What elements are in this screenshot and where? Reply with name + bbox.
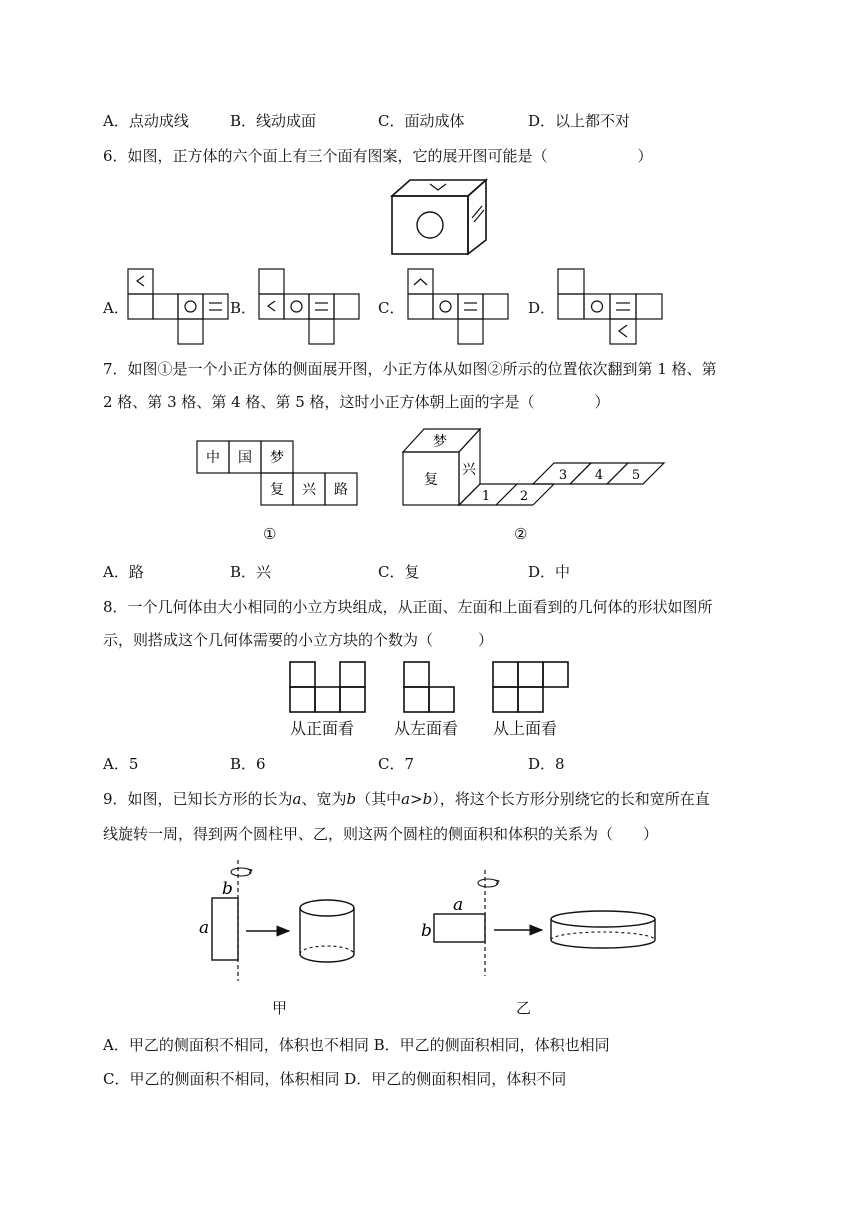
q7-stem-line1: 7．如图①是一个小正方体的侧面展开图，小正方体从如图②所示的位置依次翻到第 1 格、第 <box>103 360 717 378</box>
q7-stem-line2: 2 格、第 3 格、第 4 格、第 5 格，这时小正方体朝上面的字是（ ） <box>103 393 610 411</box>
q6-label-a: A． <box>103 299 129 317</box>
track-cell-number: 2 <box>519 489 529 504</box>
q9-var-b: b <box>346 790 357 808</box>
label-a: a <box>199 918 210 938</box>
q6-net-d <box>557 268 687 348</box>
q7-figure2-caption: ② <box>514 525 528 543</box>
track-cell-number: 4 <box>594 468 604 483</box>
q5-option-d: D．以上都不对 <box>528 112 631 130</box>
label-b: b <box>421 921 432 941</box>
q5-option-a: A．点动成线 <box>103 112 189 130</box>
net-char: 国 <box>238 450 252 466</box>
q9-figure-jia <box>196 858 366 983</box>
q9-caption-jia: 甲 <box>272 999 288 1017</box>
q7-figure1-caption: ① <box>263 525 277 543</box>
cube-top-char: 梦 <box>433 434 447 450</box>
q8-option-d: D．8 <box>528 755 565 773</box>
q8-top-view-caption: 从上面看 <box>493 719 558 738</box>
label-b: b <box>222 879 233 899</box>
net-char: 梦 <box>270 450 284 466</box>
q8-left-view <box>403 661 457 715</box>
q9-stem-line2: 线旋转一周，得到两个圆柱甲、乙，则这两个圆柱的侧面积和体积的关系为（ ） <box>103 825 659 843</box>
q6-net-c <box>407 268 537 348</box>
q8-front-view <box>289 661 369 715</box>
q7-option-b: B．兴 <box>230 563 272 581</box>
q7-option-d: D．中 <box>528 563 571 581</box>
q8-option-c: C．7 <box>378 755 415 773</box>
q8-front-view-caption: 从正面看 <box>290 719 355 738</box>
track-cell-number: 5 <box>631 468 641 483</box>
cube-front-char: 复 <box>424 472 438 488</box>
q9-stem-paren: （其中 <box>356 790 402 808</box>
q7-figure1-net <box>196 440 361 508</box>
q9-inequality: a>b <box>401 790 433 808</box>
q9-options-ab: A．甲乙的侧面积不相同，体积也不相同 B．甲乙的侧面积相同，体积也相同 <box>103 1036 610 1054</box>
q6-cube-figure <box>390 178 490 258</box>
track-cell-number: 3 <box>558 468 568 483</box>
label-a: a <box>453 895 464 915</box>
q7-option-a: A．路 <box>103 563 144 581</box>
q9-caption-yi: 乙 <box>516 999 532 1017</box>
q8-option-b: B．6 <box>230 755 266 773</box>
q7-option-c: C．复 <box>378 563 420 581</box>
q6-label-c: C． <box>378 299 405 317</box>
q5-option-c: C．面动成体 <box>378 112 465 130</box>
track-cell-number: 1 <box>481 489 491 504</box>
q7-figure2-cube-track <box>402 428 667 510</box>
net-char: 兴 <box>302 482 316 498</box>
q8-left-view-caption: 从左面看 <box>394 719 459 738</box>
q6-label-b: B． <box>230 299 257 317</box>
q6-net-b <box>258 268 388 348</box>
q9-stem-pre: 9．如图，已知长方形的长为 <box>103 790 293 808</box>
net-char: 路 <box>334 482 348 498</box>
q8-stem-line2: 示，则搭成这个几何体需要的小立方块的个数为（ ） <box>103 631 494 649</box>
q9-stem-line1 <box>103 789 710 809</box>
net-char: 中 <box>206 450 220 466</box>
q9-figure-yi <box>418 868 663 978</box>
q9-options-cd: C．甲乙的侧面积不相同，体积相同 D．甲乙的侧面积相同，体积不同 <box>103 1070 567 1088</box>
net-char: 复 <box>270 482 284 498</box>
q6-stem: 6．如图，正方体的六个面上有三个面有图案，它的展开图可能是（ ） <box>103 147 653 165</box>
q9-stem-mid: 、宽为 <box>301 790 347 808</box>
q6-label-d: D． <box>528 299 556 317</box>
cube-side-char: 兴 <box>462 462 476 478</box>
q8-option-a: A．5 <box>103 755 139 773</box>
q8-stem-line1: 8．一个几何体由大小相同的小立方块组成，从正面、左面和上面看到的几何体的形状如图所 <box>103 598 713 616</box>
q8-top-view <box>492 661 572 715</box>
q9-stem-post: ），将这个长方形分别绕它的长和宽所在直 <box>432 790 710 808</box>
q9-var-a: a <box>292 790 302 808</box>
q5-option-b: B．线动成面 <box>230 112 317 130</box>
